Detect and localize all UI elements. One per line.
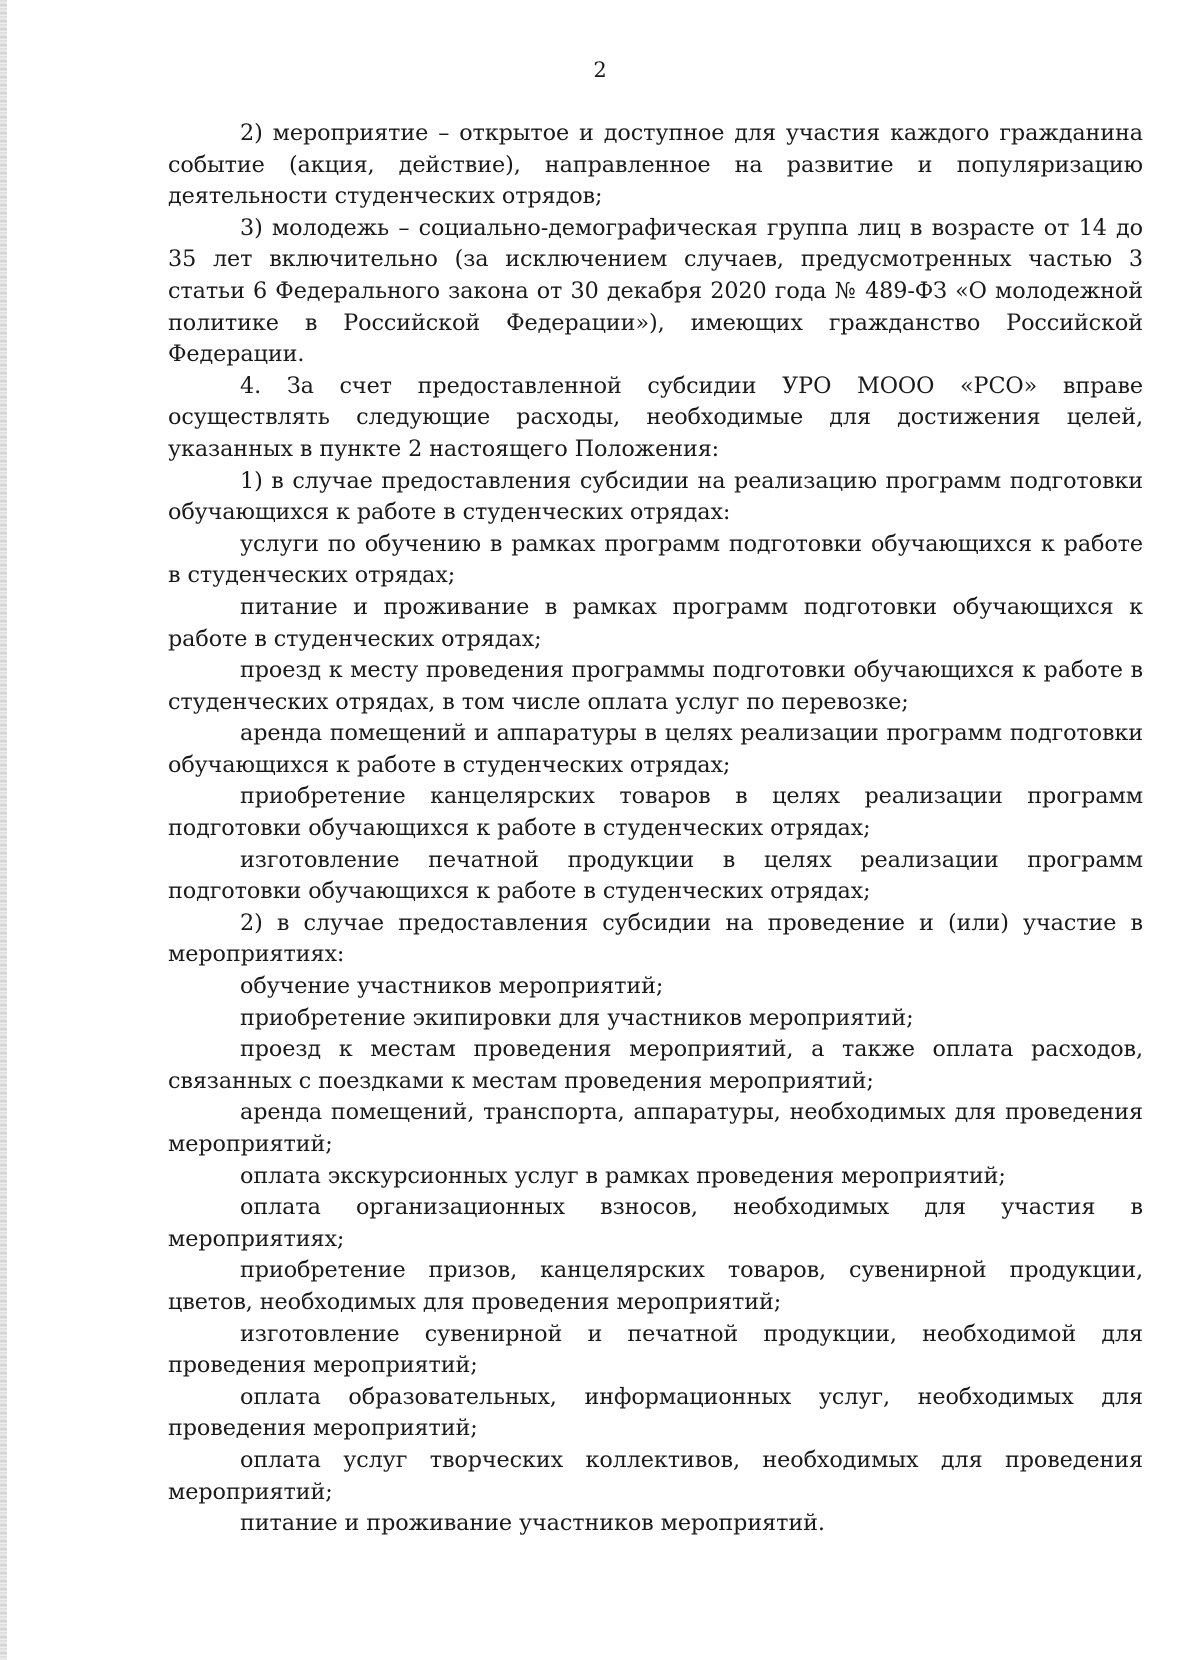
paragraph-expense: услуги по обучению в рамках программ подготовки обучающихся к работе в студенческих отрядах; bbox=[168, 530, 1143, 589]
paragraph-expense: приобретение канцелярских товаров в целях реализации программ подготовки обучающихся к работе в студенческих отрядах; bbox=[168, 783, 1143, 842]
paragraph-definition-event: 2) мероприятие – открытое и доступное для участия каждого гражданина событие (акция, действие), направленное на развитие и популяризацию деятельности студенческих отрядов; bbox=[168, 120, 1143, 210]
paragraph-expense: аренда помещений и аппаратуры в целях реализации программ подготовки обучающихся к работе в студенческих отрядах; bbox=[168, 720, 1143, 778]
paragraph-expense: изготовление печатной продукции в целях реализации программ подготовки обучающихся к работе в студенческих отрядах; bbox=[168, 846, 1143, 905]
page-number: 2 bbox=[593, 58, 607, 82]
paragraph-item-1: 1) в случае предоставления субсидии на реализацию программ подготовки обучающихся к работе в студенческих отрядах: bbox=[168, 467, 1143, 526]
scan-edge-artifact bbox=[0, 0, 7, 1660]
paragraph-section-4: 4. За счет предоставленной субсидии УРО МООО «РСО» вправе осуществлять следующие расходы, необходимые для достижения целей, указанных в пункте 2 настоящего Положения: bbox=[168, 372, 1143, 462]
paragraph-expense: аренда помещений, транспорта, аппаратуры, необходимых для проведения мероприятий; bbox=[168, 1099, 1143, 1157]
paragraph-expense: изготовление сувенирной и печатной продукции, необходимой для проведения мероприятий; bbox=[168, 1320, 1143, 1379]
paragraph-expense: оплата организационных взносов, необходимых для участия в мероприятиях; bbox=[168, 1194, 1143, 1252]
paragraph-expense: оплата экскурсионных услуг в рамках проведения мероприятий; bbox=[240, 1162, 1006, 1189]
paragraph-expense: питание и проживание в рамках программ подготовки обучающихся к работе в студенческих отрядах; bbox=[168, 593, 1143, 652]
paragraph-expense: оплата образовательных, информационных услуг, необходимых для проведения мероприятий; bbox=[168, 1383, 1143, 1442]
paragraph-expense: оплата услуг творческих коллективов, необходимых для проведения мероприятий; bbox=[168, 1446, 1143, 1505]
paragraph-expense: проезд к месту проведения программы подготовки обучающихся к работе в студенческих отрядах, в том числе оплата услуг по перевозке; bbox=[168, 657, 1143, 715]
paragraph-expense: приобретение призов, канцелярских товаров, сувенирной продукции, цветов, необходимых для проведения мероприятий; bbox=[168, 1257, 1143, 1315]
paragraph-expense: приобретение экипировки для участников мероприятий; bbox=[240, 1004, 914, 1031]
paragraph-item-2: 2) в случае предоставления субсидии на проведение и (или) участие в мероприятиях: bbox=[168, 909, 1143, 968]
paragraph-expense: питание и проживание участников мероприятий. bbox=[240, 1510, 825, 1537]
paragraph-definition-youth: 3) молодежь – социально-демографическая группа лиц в возрасте от 14 до 35 лет включительно (за исключением случаев, предусмотренных частью 3 статьи 6 Федерального закона от 30 декабря 2020 года № 489-ФЗ «О молодежной политике в Российской Федерации»), имеющих гражданство Российской Федерации. bbox=[168, 214, 1143, 368]
paragraph-expense: проезд к местам проведения мероприятий, а также оплата расходов, связанных с поездками к местам проведения мероприятий; bbox=[168, 1036, 1143, 1094]
document-body bbox=[168, 118, 1143, 1540]
paragraph-expense: обучение участников мероприятий; bbox=[240, 973, 664, 1000]
